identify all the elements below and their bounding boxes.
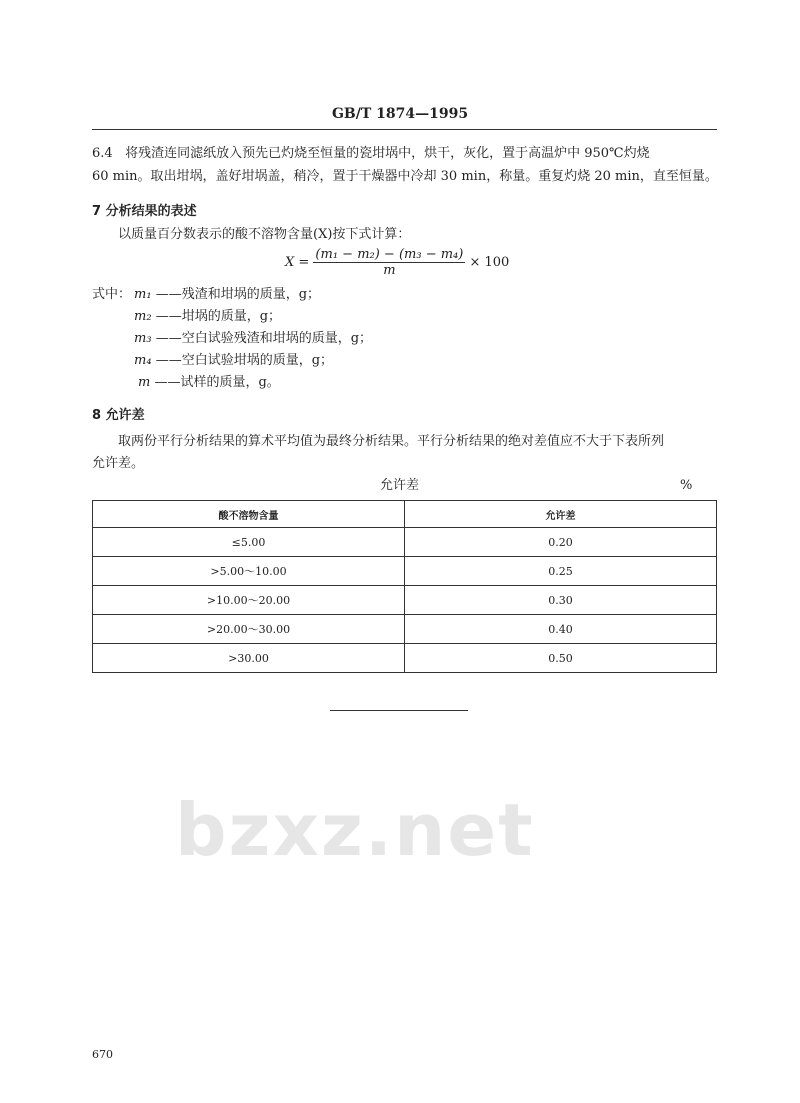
- cell-content: >30.00: [93, 644, 405, 673]
- table-header-row: [93, 501, 717, 528]
- var-item: [134, 284, 320, 306]
- header-tolerance: 允许差: [405, 501, 717, 528]
- cell-tolerance: 0.25: [405, 557, 717, 586]
- var-desc: ——残渣和坩埚的质量，g；: [155, 287, 321, 302]
- table-row: [93, 528, 717, 557]
- table-row: [93, 615, 717, 644]
- cell-tolerance: 0.30: [405, 586, 717, 615]
- var-symbol: m₂: [134, 309, 152, 324]
- section-text: 将残渣连同滤纸放入预先已灼烧至恒量的瓷坩埚中，烘干，灰化，置于高温炉中 950℃灼烧: [125, 146, 650, 161]
- var-desc: ——空白试验坩埚的质量，g；: [155, 353, 334, 368]
- table-row: [93, 644, 717, 673]
- end-rule: [330, 710, 468, 711]
- section-8-heading: 8 允许差: [92, 408, 145, 423]
- table-unit: %: [680, 478, 693, 493]
- formula-numerator: (m₁ − m₂) − (m₃ − m₄): [315, 247, 464, 262]
- var-item: [134, 306, 281, 328]
- formula: [285, 247, 509, 278]
- var-desc: ——坩埚的质量，g；: [155, 309, 282, 324]
- formula-intro: 以质量百分数表示的酸不溶物含量(X)按下式计算：: [118, 227, 411, 242]
- section-number: 6.4: [92, 146, 113, 161]
- table-row: [93, 586, 717, 615]
- cell-tolerance: 0.50: [405, 644, 717, 673]
- section-6-4-line1: [92, 143, 650, 165]
- var-desc: ——试样的质量，g。: [154, 375, 280, 390]
- cell-tolerance: 0.20: [405, 528, 717, 557]
- where-label: 式中：: [92, 287, 132, 302]
- cell-content: >5.00～10.00: [93, 557, 405, 586]
- var-symbol: m: [138, 375, 151, 390]
- tolerance-table: [92, 500, 717, 673]
- var-item: [134, 328, 372, 350]
- standard-header: GB/T 1874—1995: [331, 106, 469, 122]
- table-row: [93, 557, 717, 586]
- table-caption: 允许差: [380, 478, 420, 493]
- section-7-heading: 7 分析结果的表述: [92, 204, 197, 219]
- cell-content: >10.00～20.00: [93, 586, 405, 615]
- formula-factor: × 100: [469, 255, 510, 270]
- var-item: [134, 350, 333, 372]
- var-symbol: m₁: [134, 287, 152, 302]
- var-symbol: m₃: [134, 331, 152, 346]
- section-8-line2: 允许差。: [92, 456, 145, 471]
- var-desc: ——空白试验残渣和坩埚的质量，g；: [155, 331, 373, 346]
- section-6-4-line2: 60 min。取出坩埚，盖好坩埚盖，稍冷，置于干燥器中冷却 30 min，称量。重复灼烧 20 min，直至恒量。: [92, 169, 718, 184]
- formula-denominator: m: [383, 263, 396, 278]
- formula-lhs: X =: [285, 255, 310, 270]
- formula-fraction: [313, 247, 465, 278]
- watermark: bzxz.net: [175, 788, 535, 872]
- cell-content: >20.00～30.00: [93, 615, 405, 644]
- header-rule: [92, 129, 717, 130]
- section-8-line1: 取两份平行分析结果的算术平均值为最终分析结果。平行分析结果的绝对差值应不大于下表所列: [118, 434, 665, 449]
- var-symbol: m₄: [134, 353, 152, 368]
- cell-content: ≤5.00: [93, 528, 405, 557]
- var-item: [138, 372, 280, 394]
- cell-tolerance: 0.40: [405, 615, 717, 644]
- page-number: 670: [92, 1048, 113, 1061]
- header-content: 酸不溶物含量: [93, 501, 405, 528]
